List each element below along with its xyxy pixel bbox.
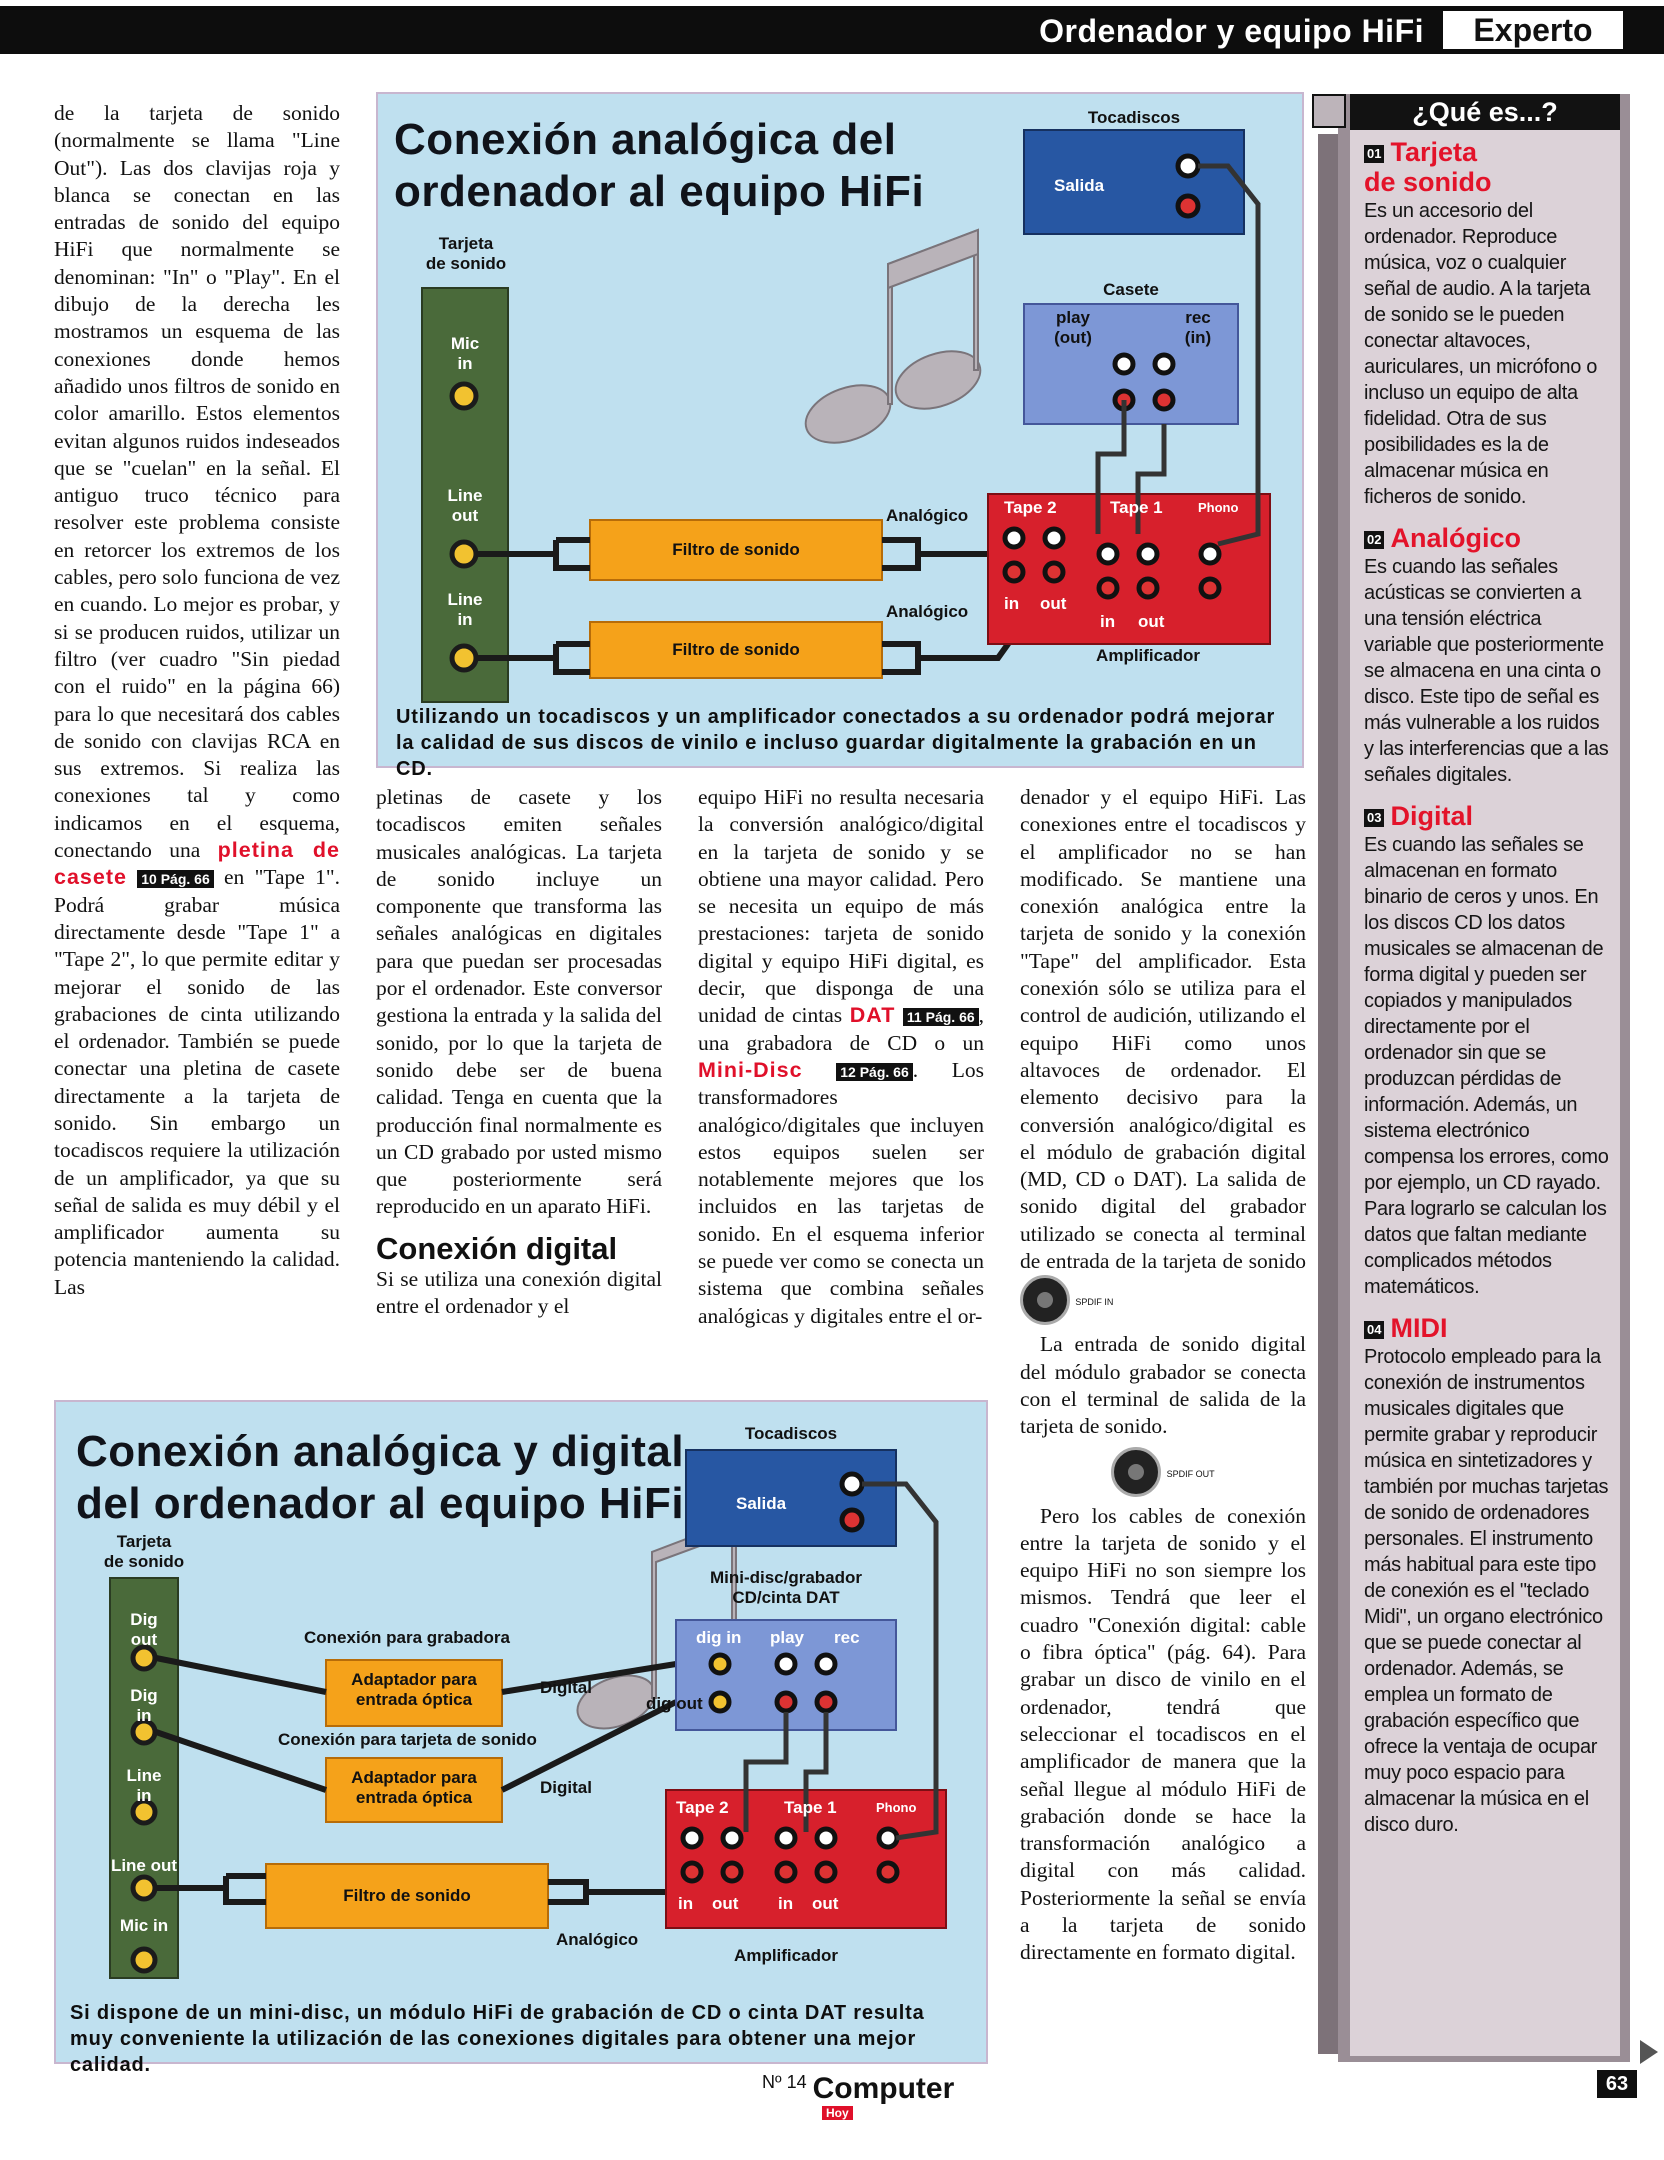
term-number: 03	[1364, 809, 1384, 827]
glossary-title: ¿Qué es...?	[1350, 94, 1620, 130]
digital-label-2: Digital	[540, 1778, 592, 1797]
recorder-dig-in-label: dig in	[696, 1628, 742, 1647]
turntable-label: Tocadiscos	[744, 1424, 838, 1443]
magazine-footer	[762, 2072, 955, 2120]
phono-label: Phono	[1198, 500, 1239, 515]
term-description: Protocolo empleado para la conexión de instrumentos musicales digitales que permite grabar y reproducir música en sintetizadores y también por muchas tarjetas de sonido de ordenadores personales. El instrumento más habitual para este tipo de conexión es el "teclado Midi", un organo electrónico que se puede conectar al ordenador. Además, se emplea un formato de grabación específico que ofrece la ventaja de ocupar muy poco espacio para almacenar la música en el disco duro.	[1364, 1346, 1609, 1836]
heading-digital-connection: Conexión digital	[376, 1230, 618, 1266]
glossary-terms	[1364, 138, 1614, 1838]
section-header-bar	[0, 6, 1664, 54]
col2-text-2: Si se utiliza una conexión digital entre el ordenador y el	[376, 1267, 662, 1319]
line-in-label: Line in	[447, 590, 483, 629]
magazine-logo-sub: Hoy	[822, 2106, 853, 2120]
tape2-in-label: in	[1004, 594, 1020, 613]
diagram-analog-connection	[376, 92, 1304, 780]
text-column-4	[1020, 784, 1306, 1967]
analog-label-1: Analógico	[886, 506, 969, 525]
conn-card-label: Conexión para tarjeta de sonido	[278, 1730, 537, 1749]
col4-text-3: Pero los cables de conexión entre la tarjeta de sonido y el equipo HiFi no son siempre los mismos. Tendrá que leer el cuadro "Conexión digital: cable o fibra óptica" (pág. 64). Para grabar un disco de vinilo en el ordenador, tendrá que seleccionar el tocadiscos en el amplificador de manera que la señal llegue al módulo HiFi de grabación donde se hace la transformación analógico a digital con más calidad. Posteriormente la señal se envía a la tarjeta de sonido directamente en formato digital.	[1020, 1503, 1306, 1965]
cassette-label: Casete	[1103, 280, 1159, 299]
sidebar-scrollbar[interactable]	[1318, 134, 1338, 2054]
diagram1-title-line1: Conexión analógica del	[394, 115, 897, 164]
recorder-play-label: play	[770, 1628, 805, 1647]
term-description: Es cuando las señales acústicas se convierten a una tensión eléctrica variable que posteriormente se almacena en una cinta o disco. Este tipo de señal es más vulnerable a los ruidos y las interferencias que a las señales digitales.	[1364, 556, 1609, 786]
term-name: Analógico	[1390, 523, 1521, 553]
tape1-label: Tape 1	[1110, 498, 1163, 517]
tape1-out-label: out	[1138, 612, 1165, 631]
recorder-label: Mini-disc/grabador CD/cinta DAT	[709, 1568, 863, 1607]
glossary-panel	[1350, 94, 1620, 2056]
tape1-out-label: out	[812, 1894, 839, 1913]
term-description: Es un accesorio del ordenador. Reproduce música, voz o cualquier señal de audio. A la tarjeta de sonido se le pueden conectar altavoces, auriculares, un micrófono o incluso un equipo de alta fidelidad. Otra de sus posibilidades es la de almacenar música en ficheros de sonido.	[1364, 200, 1598, 508]
level-badge: Experto	[1440, 8, 1626, 52]
music-note-icon	[798, 230, 988, 453]
tape2-in-label: in	[678, 1894, 694, 1913]
adapter-label-1: Adaptador para entrada óptica	[351, 1670, 477, 1709]
turntable-output-label: Salida	[736, 1494, 787, 1513]
phono-label: Phono	[876, 1800, 917, 1815]
diagram2-title-line1: Conexión analógica y digital	[76, 1427, 685, 1476]
recorder-rec-label: rec	[834, 1628, 860, 1647]
col3-text-3: . Los transformadores analógico/digitales que incluyen estos equipos suelen ser notablemente mejores que los incluidos en las tarjetas de sonido. En el esquema inferior se puede ver como se conecta un sistema que combina señales analógicas y digitales entre el or-	[698, 1057, 985, 1328]
text-column-3	[698, 784, 984, 1330]
tape1-label: Tape 1	[784, 1798, 837, 1817]
spdif-out-socket-icon	[1111, 1447, 1161, 1497]
text-column-2	[376, 784, 662, 1321]
term-name: Tarjeta de sonido	[1364, 137, 1492, 197]
term-number: 01	[1364, 145, 1384, 163]
analog-label: Analógico	[556, 1930, 639, 1949]
turntable-output-label: Salida	[1054, 176, 1105, 195]
dig-in-label: Dig in	[130, 1686, 158, 1725]
col2-text: pletinas de casete y los tocadiscos emiten señales musicales analógicas. La tarjeta de sonido incluye un componente que transforma las señales analógicas en digitales para que puedan ser procesadas por el ordenador. Este conversor gestiona la entrada y la salida del sonido, por lo que la tarjeta de sonido debe ser de buena calidad. Tenga en cuenta que la producción final normalmente es un CD grabado por usted mismo que posteriormente será reproducido en un aparato HiFi.	[376, 785, 662, 1219]
glossary-link-minidisc[interactable]: Mini-Disc	[698, 1057, 803, 1082]
cassette-rec-label: rec (in)	[1184, 308, 1212, 347]
line-out-label: Line out	[447, 486, 483, 525]
issue-number: Nº 14	[762, 2072, 807, 2092]
glossary-term	[1364, 138, 1614, 510]
page-ref-tag: 10 Pág. 66	[137, 870, 214, 888]
filter-label: Filtro de sonido	[343, 1886, 471, 1905]
page-ref-tag-12: 12 Pág. 66	[836, 1063, 913, 1081]
diagram1-card-label: Tarjeta de sonido	[425, 234, 507, 273]
tape2-out-label: out	[1040, 594, 1067, 613]
page-ref-tag-11: 11 Pág. 66	[903, 1008, 979, 1026]
spdif-in-socket-icon	[1020, 1275, 1070, 1325]
turntable-box	[686, 1450, 896, 1546]
mic-in-label: Mic in	[119, 1916, 169, 1935]
diagram1-caption: Utilizando un tocadiscos y un amplificador conectados a su ordenador podrá mejorar la calidad de sus discos de vinilo e incluso guardar digitalmente la grabación en un CD.	[396, 706, 1276, 780]
filter-label-1: Filtro de sonido	[672, 540, 800, 559]
line-out-label: Line out	[110, 1856, 178, 1875]
mic-in-label: Mic in	[450, 334, 480, 373]
turntable-label: Tocadiscos	[1087, 108, 1181, 127]
recorder-dig-out-label: dig out	[646, 1694, 703, 1713]
diagram1-title	[394, 114, 924, 218]
col1-text-1: de la tarjeta de sonido (normalmente se llama "Line Out"). Las dos clavijas roja y blanca se conectan en las entradas de sonido del equipo HiFi que normalmente se denominan: "In" o "Play". En el dibujo de la derecha les mostramos un esquema de las conexiones donde hemos añadido unos filtros de sonido en color amarillo. Estos elementos evitan algunos ruidos indeseados que se "cuelan" en la señal. El antiguo truco técnico para resolver este problema consiste en retorcer los extremos de los cables, pero solo funciona de vez en cuando. Lo mejor es probar, y si se producen ruidos, utilizar un filtro (ver cuadro "Sin piedad con el ruido" en la página 66) para lo que necesitará dos cables de sonido con clavijas RCA en sus extremos. Si realiza las conexiones tal y como indicamos en el esquema, conectando una	[54, 101, 340, 863]
conn-recorder-label: Conexión para grabadora	[304, 1628, 510, 1647]
term-number: 02	[1364, 531, 1384, 549]
diagram2-caption: Si dispone de un mini-disc, un módulo HiFi de grabación de CD o cinta DAT resulta muy conveniente la utilización de las conexiones digitales para obtener una mejor calidad.	[70, 2002, 925, 2076]
cassette-play-label: play (out)	[1054, 308, 1092, 347]
next-page-arrow-icon[interactable]	[1640, 2040, 1658, 2064]
diagram2-title	[76, 1426, 684, 1530]
line-in-label: Line in	[126, 1766, 162, 1805]
page-number: 63	[1597, 2070, 1637, 2098]
amplifier-label: Amplificador	[734, 1946, 838, 1965]
col1-text-2: en "Tape 1". Podrá grabar música directamente desde "Tape 1" a "Tape 2", lo que permite editar y mejorar el sonido de las grabaciones de cinta utilizando el ordenador. También se puede conectar una pletina de casete directamente a la tarjeta de sonido. Sin embargo un tocadiscos requiere la utilización de un amplificador, ya que su señal de salida es muy débil y el amplificador aumenta su potencia manteniendo la calidad. Las	[54, 865, 341, 1299]
glossary-link-cassette[interactable]: pletina de casete	[54, 838, 340, 890]
diagram-analog-digital-connection	[54, 1400, 988, 2076]
dig-out-label: Dig out	[130, 1610, 158, 1649]
section-title: Ordenador y equipo HiFi	[1039, 13, 1424, 49]
diagram2-title-line2: del ordenador al equipo HiFi	[76, 1479, 685, 1528]
glossary-term	[1364, 802, 1614, 1300]
play-icon[interactable]	[1312, 94, 1346, 128]
tape2-label: Tape 2	[1004, 498, 1057, 517]
diagram1-title-line2: ordenador al equipo HiFi	[394, 167, 925, 216]
magazine-logo: Computer	[812, 2072, 955, 2105]
term-name: MIDI	[1390, 1313, 1448, 1343]
tape2-label: Tape 2	[676, 1798, 729, 1817]
adapter-label-2: Adaptador para entrada óptica	[351, 1768, 477, 1807]
filter-label-2: Filtro de sonido	[672, 640, 800, 659]
glossary-term	[1364, 1314, 1614, 1838]
tape1-in-label: in	[778, 1894, 794, 1913]
spdif-in-caption: SPDIF IN	[1075, 1297, 1114, 1308]
tape1-in-label: in	[1100, 612, 1116, 631]
glossary-term	[1364, 524, 1614, 788]
term-name: Digital	[1390, 801, 1473, 831]
term-description: Es cuando las señales se almacenan en formato binario de ceros y unos. En los discos CD los datos musicales se almacenan de forma digital y pueden ser copiados y manipulados directamente por el ordenador sin que se produzcan pérdidas de información. Además, un sistema electrónico compensa los errores, como por ejemplo, un CD rayado. Para lograrlo se calculan los datos que faltan mediante complicados métodos matemáticos.	[1364, 834, 1609, 1298]
amplifier-label: Amplificador	[1096, 646, 1200, 665]
text-column-1	[54, 100, 340, 1301]
col3-text-1: equipo HiFi no resulta necesaria la conversión analógico/digital en la tarjeta de sonido y se obtiene una mayor calidad. Pero se necesita un equipo de más prestaciones: tarjeta de sonido digital y equipo HiFi digital, es decir, que disponga de una unidad de cintas	[698, 785, 984, 1028]
term-number: 04	[1364, 1321, 1384, 1339]
analog-label-2: Analógico	[886, 602, 969, 621]
glossary-sidebar	[1338, 94, 1630, 2062]
col4-text-2: La entrada de sonido digital del módulo grabador se conecta con el terminal de salida de la tarjeta de sonido.	[1020, 1332, 1306, 1439]
glossary-link-dat[interactable]: DAT	[849, 1003, 896, 1028]
tape2-out-label: out	[712, 1894, 739, 1913]
spdif-out-caption: SPDIF OUT	[1166, 1468, 1215, 1479]
col4-text-1: denador y el equipo HiFi. Las conexiones entre el tocadiscos y el amplificador no se han modificado. Se mantiene una conexión analógica entre la tarjeta de sonido y la conexión "Tape" del amplificador. Esta conexión sólo se utiliza para el control de audición, utilizando el equipo HiFi como unos altavoces de ordenador. El elemento decisivo para la conversión analógico/digital es el módulo de grabación digital (MD, CD o DAT). La salida de sonido digital del grabador utilizado se conecta al terminal de entrada de la tarjeta de sonido	[1020, 785, 1306, 1274]
digital-label-1: Digital	[540, 1678, 592, 1697]
diagram2-card-label: Tarjeta de sonido	[103, 1532, 185, 1571]
col3-text-2: , una grabadora de CD o un	[698, 1003, 985, 1055]
